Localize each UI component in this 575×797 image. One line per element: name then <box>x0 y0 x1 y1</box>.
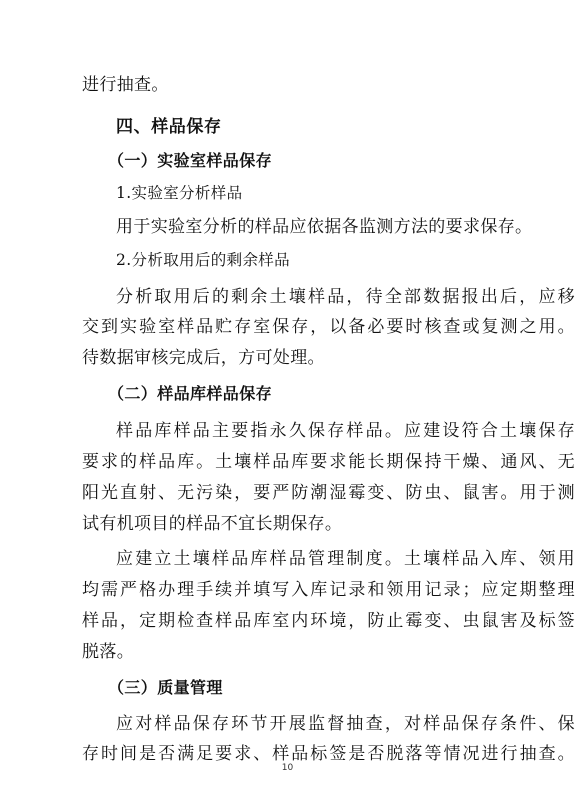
paragraph-line: 交到实验室样品贮存室保存，以备必要时核查或复测之用。 <box>82 317 575 337</box>
paragraph-line: 样品库样品主要指永久保存样品。应建设符合土壤保存 <box>116 421 575 441</box>
paragraph-line: 分析取用后的剩余土壤样品，待全部数据报出后，应移 <box>116 287 575 307</box>
paragraph-line: 存时间是否满足要求、样品标签是否脱落等情况进行抽查。 <box>82 744 575 764</box>
paragraph-line: 应建立土壤样品库样品管理制度。土壤样品入库、领用 <box>116 549 575 569</box>
paragraph-line: 进行抽查。 <box>82 75 169 95</box>
paragraph-line: 均需严格办理手续并填写入库记录和领用记录；应定期整理 <box>82 580 575 600</box>
page-number: 10 <box>281 763 294 773</box>
paragraph-line: 样品，定期检查样品库室内环境，防止霉变、虫鼠害及标签 <box>82 611 575 631</box>
paragraph-line: 试有机项目的样品不宜长期保存。 <box>82 514 343 534</box>
numbered-item: 2.分析取用后的剩余样品 <box>116 251 290 269</box>
paragraph-line: 阳光直射、无污染，要严防潮湿霉变、防虫、鼠害。用于测 <box>82 483 575 503</box>
subsection-heading: （一）实验室样品保存 <box>108 151 273 170</box>
subsection-heading: （三）质量管理 <box>108 678 223 697</box>
paragraph-line: 要求的样品库。土壤样品库要求能长期保持干燥、通风、无 <box>82 452 575 472</box>
paragraph-line: 用于实验室分析的样品应依据各监测方法的要求保存。 <box>116 217 533 237</box>
paragraph-line: 应对样品保存环节开展监督抽查，对样品保存条件、保 <box>116 714 575 734</box>
numbered-item: 1.实验室分析样品 <box>116 184 243 202</box>
paragraph-line: 脱落。 <box>82 642 135 662</box>
paragraph-line: 待数据审核完成后，方可处理。 <box>82 348 325 368</box>
subsection-heading: （二）样品库样品保存 <box>108 384 273 403</box>
section-heading: 四、样品保存 <box>116 117 222 137</box>
